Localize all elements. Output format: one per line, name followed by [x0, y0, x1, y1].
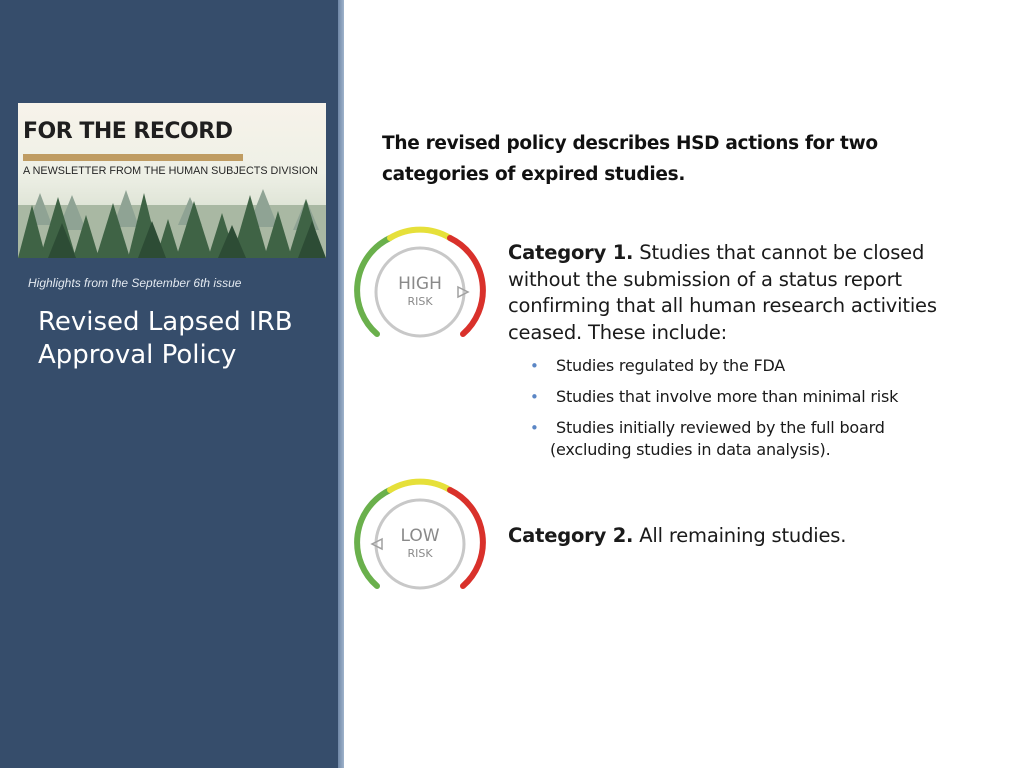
newsletter-banner: [18, 103, 326, 258]
bullet-icon: •: [530, 419, 539, 437]
lead-heading: The revised policy describes HSD actions for two categories of expired studies.: [382, 133, 878, 185]
bullet-icon: •: [530, 357, 539, 375]
category-1-text: [508, 240, 988, 346]
forest-illustration: [18, 175, 326, 258]
category-1-list: [530, 355, 990, 470]
high-risk-gauge-icon: [354, 222, 486, 344]
category-2-description: All remaining studies.: [639, 524, 847, 547]
gauge-label: HIGH: [398, 274, 442, 294]
page-title: Revised Lapsed IRB Approval Policy: [38, 307, 293, 370]
list-item: [530, 417, 990, 461]
sidebar: [0, 0, 338, 768]
gauge-sublabel: RISK: [407, 295, 433, 308]
category-2-text: [508, 522, 988, 550]
category-2-label: Category 2.: [508, 524, 634, 547]
gauge-sublabel: RISK: [407, 547, 433, 560]
list-item-text: Studies that involve more than minimal risk: [556, 387, 899, 406]
list-item-text: Studies regulated by the FDA: [556, 356, 786, 375]
list-item: [530, 386, 990, 408]
banner-title: FOR THE RECORD: [23, 119, 233, 144]
list-item: [530, 355, 990, 377]
issue-highlights: Highlights from the September 6th issue: [28, 276, 242, 290]
banner-rule: [23, 154, 243, 161]
list-item-continuation: (excluding studies in data analysis).: [550, 440, 831, 459]
bullet-icon: •: [530, 388, 539, 406]
list-item-text: Studies initially reviewed by the full board: [556, 418, 885, 437]
category-1-description: Studies that cannot be closed without the submission of a status report confirming that all human research activities ceased. These include:: [508, 241, 937, 344]
low-risk-gauge-icon: [354, 474, 486, 596]
banner-subtitle: A NEWSLETTER FROM THE HUMAN SUBJECTS DIVISION: [23, 165, 318, 177]
gauge-label: LOW: [400, 526, 440, 546]
category-1-label: Category 1.: [508, 241, 634, 264]
sidebar-divider: [338, 0, 344, 768]
